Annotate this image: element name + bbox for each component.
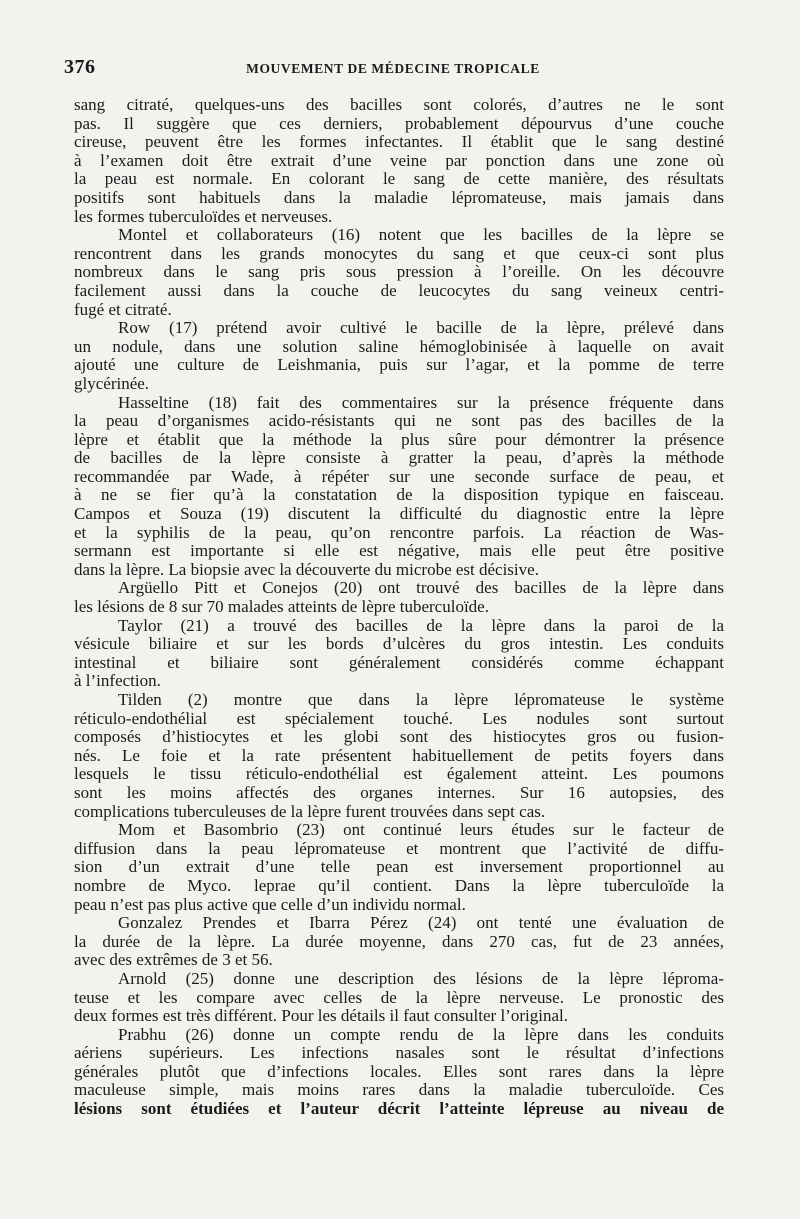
text-line: cireuse, peuvent être les formes infectantes. Il établit que le sang destiné xyxy=(74,133,724,152)
text-line: de bacilles de la lèpre consiste à gratter la peau, d’après la méthode xyxy=(74,449,724,468)
text-line: Montel et collaborateurs (16) notent que les bacilles de la lèpre se xyxy=(118,226,724,245)
text-line: la peau est normale. En colorant le sang de cette manière, des résultats xyxy=(74,170,724,189)
text-line: aériens supérieurs. Les infections nasales sont le résultat d’infections xyxy=(74,1044,724,1063)
text-line: facilement aussi dans la couche de leucocytes du sang veineux centri- xyxy=(74,281,724,300)
text-line: diffusion dans la peau lépromateuse et montrent que l’activité de diffu- xyxy=(74,839,724,858)
text-line: générales plutôt que d’infections locales. Elles sont rares dans la lèpre xyxy=(74,1062,724,1081)
text-line: les formes tuberculoïdes et nerveuses. xyxy=(74,207,333,226)
body-text xyxy=(74,96,724,1119)
text-line: Hasseltine (18) fait des commentaires sur la présence fréquente dans xyxy=(118,393,724,412)
text-line: réticulo-endothélial est spécialement touché. Les nodules sont surtout xyxy=(74,709,724,728)
text-line: composés d’histiocytes et les globi sont des histiocytes gros ou fusion- xyxy=(74,728,724,747)
text-line: un nodule, dans une solution saline hémoglobinisée à laquelle on avait xyxy=(74,337,724,356)
text-line: lésions sont étudiées et l’auteur décrit l’atteinte lépreuse au niveau de xyxy=(74,1100,724,1119)
text-line: fugé et citraté. xyxy=(74,300,172,319)
text-line: Argüello Pitt et Conejos (20) ont trouvé des bacilles de la lèpre dans xyxy=(118,579,724,598)
text-line: nés. Le foie et la rate présentent habituellement de petits foyers dans xyxy=(74,746,724,765)
text-line: Tilden (2) montre que dans la lèpre lépromateuse le système xyxy=(118,691,724,709)
text-line: sang citraté, quelques-uns des bacilles sont colorés, d’autres ne le sont xyxy=(74,96,724,114)
text-line: vésicule biliaire et sur les bords d’ulcères du gros intestin. Les conduits xyxy=(74,635,724,654)
text-line: sion d’un extrait d’une telle pean est inversement proportionnel au xyxy=(74,858,724,877)
text-line: Taylor (21) a trouvé des bacilles de la lèpre dans la paroi de la xyxy=(118,616,724,635)
text-line: à l’infection. xyxy=(74,672,161,691)
text-line: la durée de la lèpre. La durée moyenne, dans 270 cas, fut de 23 années, xyxy=(74,932,724,951)
text-line: avec des extrêmes de 3 et 56. xyxy=(74,951,273,970)
text-line: pas. Il suggère que ces derniers, probablement dépourvus d’une couche xyxy=(74,114,724,133)
text-line: rencontrent dans les grands monocytes du sang et que ceux-ci sont plus xyxy=(74,244,724,263)
text-line: complications tuberculeuses de la lèpre furent trouvées dans sept cas. xyxy=(74,802,546,821)
text-line: la peau d’organismes acido-résistants qui ne sont pas des bacilles de la xyxy=(74,412,724,431)
text-line: les lésions de 8 sur 70 malades atteints de lèpre tuberculoïde. xyxy=(74,598,489,617)
text-line: peau n’est pas plus active que celle d’un individu normal. xyxy=(74,895,466,914)
text-line: nombreux dans le sang pris sous pression à l’oreille. On les découvre xyxy=(74,263,724,282)
text-line: teuse et les compare avec celles de la lèpre nerveuse. Le pronostic des xyxy=(74,988,724,1007)
text-line: Row (17) prétend avoir cultivé le bacille de la lèpre, prélevé dans xyxy=(118,319,724,338)
text-line: lèpre et établit que la méthode la plus sûre pour démontrer la présence xyxy=(74,430,724,449)
text-line: maculeuse simple, mais moins rares dans la maladie tuberculoïde. Ces xyxy=(74,1081,724,1100)
text-line: glycérinée. xyxy=(74,374,150,393)
page-number: 376 xyxy=(64,56,96,78)
text-line: ajouté une culture de Leishmania, puis sur l’agar, et la pomme de terre xyxy=(74,356,724,375)
text-line: Gonzalez Prendes et Ibarra Pérez (24) ont tenté une évaluation de xyxy=(118,914,724,933)
text-line: intestinal et biliaire sont généralement considérés comme échappant xyxy=(74,653,724,672)
text-line: lesquels le tissu réticulo-endothélial est également atteint. Les poumons xyxy=(74,765,724,784)
text-line: Arnold (25) donne une description des lésions de la lèpre léproma- xyxy=(118,969,724,988)
text-line: à ne se fier qu’à la constatation de la disposition typique en faisceau. xyxy=(74,486,724,505)
text-line: Campos et Souza (19) discutent la difficulté du diagnostic entre la lèpre xyxy=(74,505,724,524)
text-line: sont les moins affectés des organes internes. Sur 16 autopsies, des xyxy=(74,783,724,802)
text-line: et la syphilis de la peau, qu’on rencontre parfois. La réaction de Was- xyxy=(74,523,724,542)
text-line: à l’examen doit être extrait d’une veine par ponction dans une zone où xyxy=(74,151,724,170)
page-header xyxy=(64,56,722,82)
text-line: Prabhu (26) donne un compte rendu de la lèpre dans les conduits xyxy=(118,1025,724,1044)
text-line: nombre de Myco. leprae qu’il contient. Dans la lèpre tuberculoïde la xyxy=(74,876,724,895)
text-line: sermann est importante si elle est négative, mais elle peut être positive xyxy=(74,542,724,561)
text-line: positifs sont habituels dans la maladie lépromateuse, mais jamais dans xyxy=(74,188,724,207)
text-line: deux formes est très différent. Pour les détails il faut consulter l’original. xyxy=(74,1007,568,1026)
running-title: MOUVEMENT DE MÉDECINE TROPICALE xyxy=(246,61,540,76)
text-line: recommandée par Wade, à répéter sur une seconde surface de peau, et xyxy=(74,467,724,486)
text-line: dans la lèpre. La biopsie avec la découverte du microbe est décisive. xyxy=(74,560,539,579)
text-line: Mom et Basombrio (23) ont continué leurs études sur le facteur de xyxy=(118,821,724,840)
